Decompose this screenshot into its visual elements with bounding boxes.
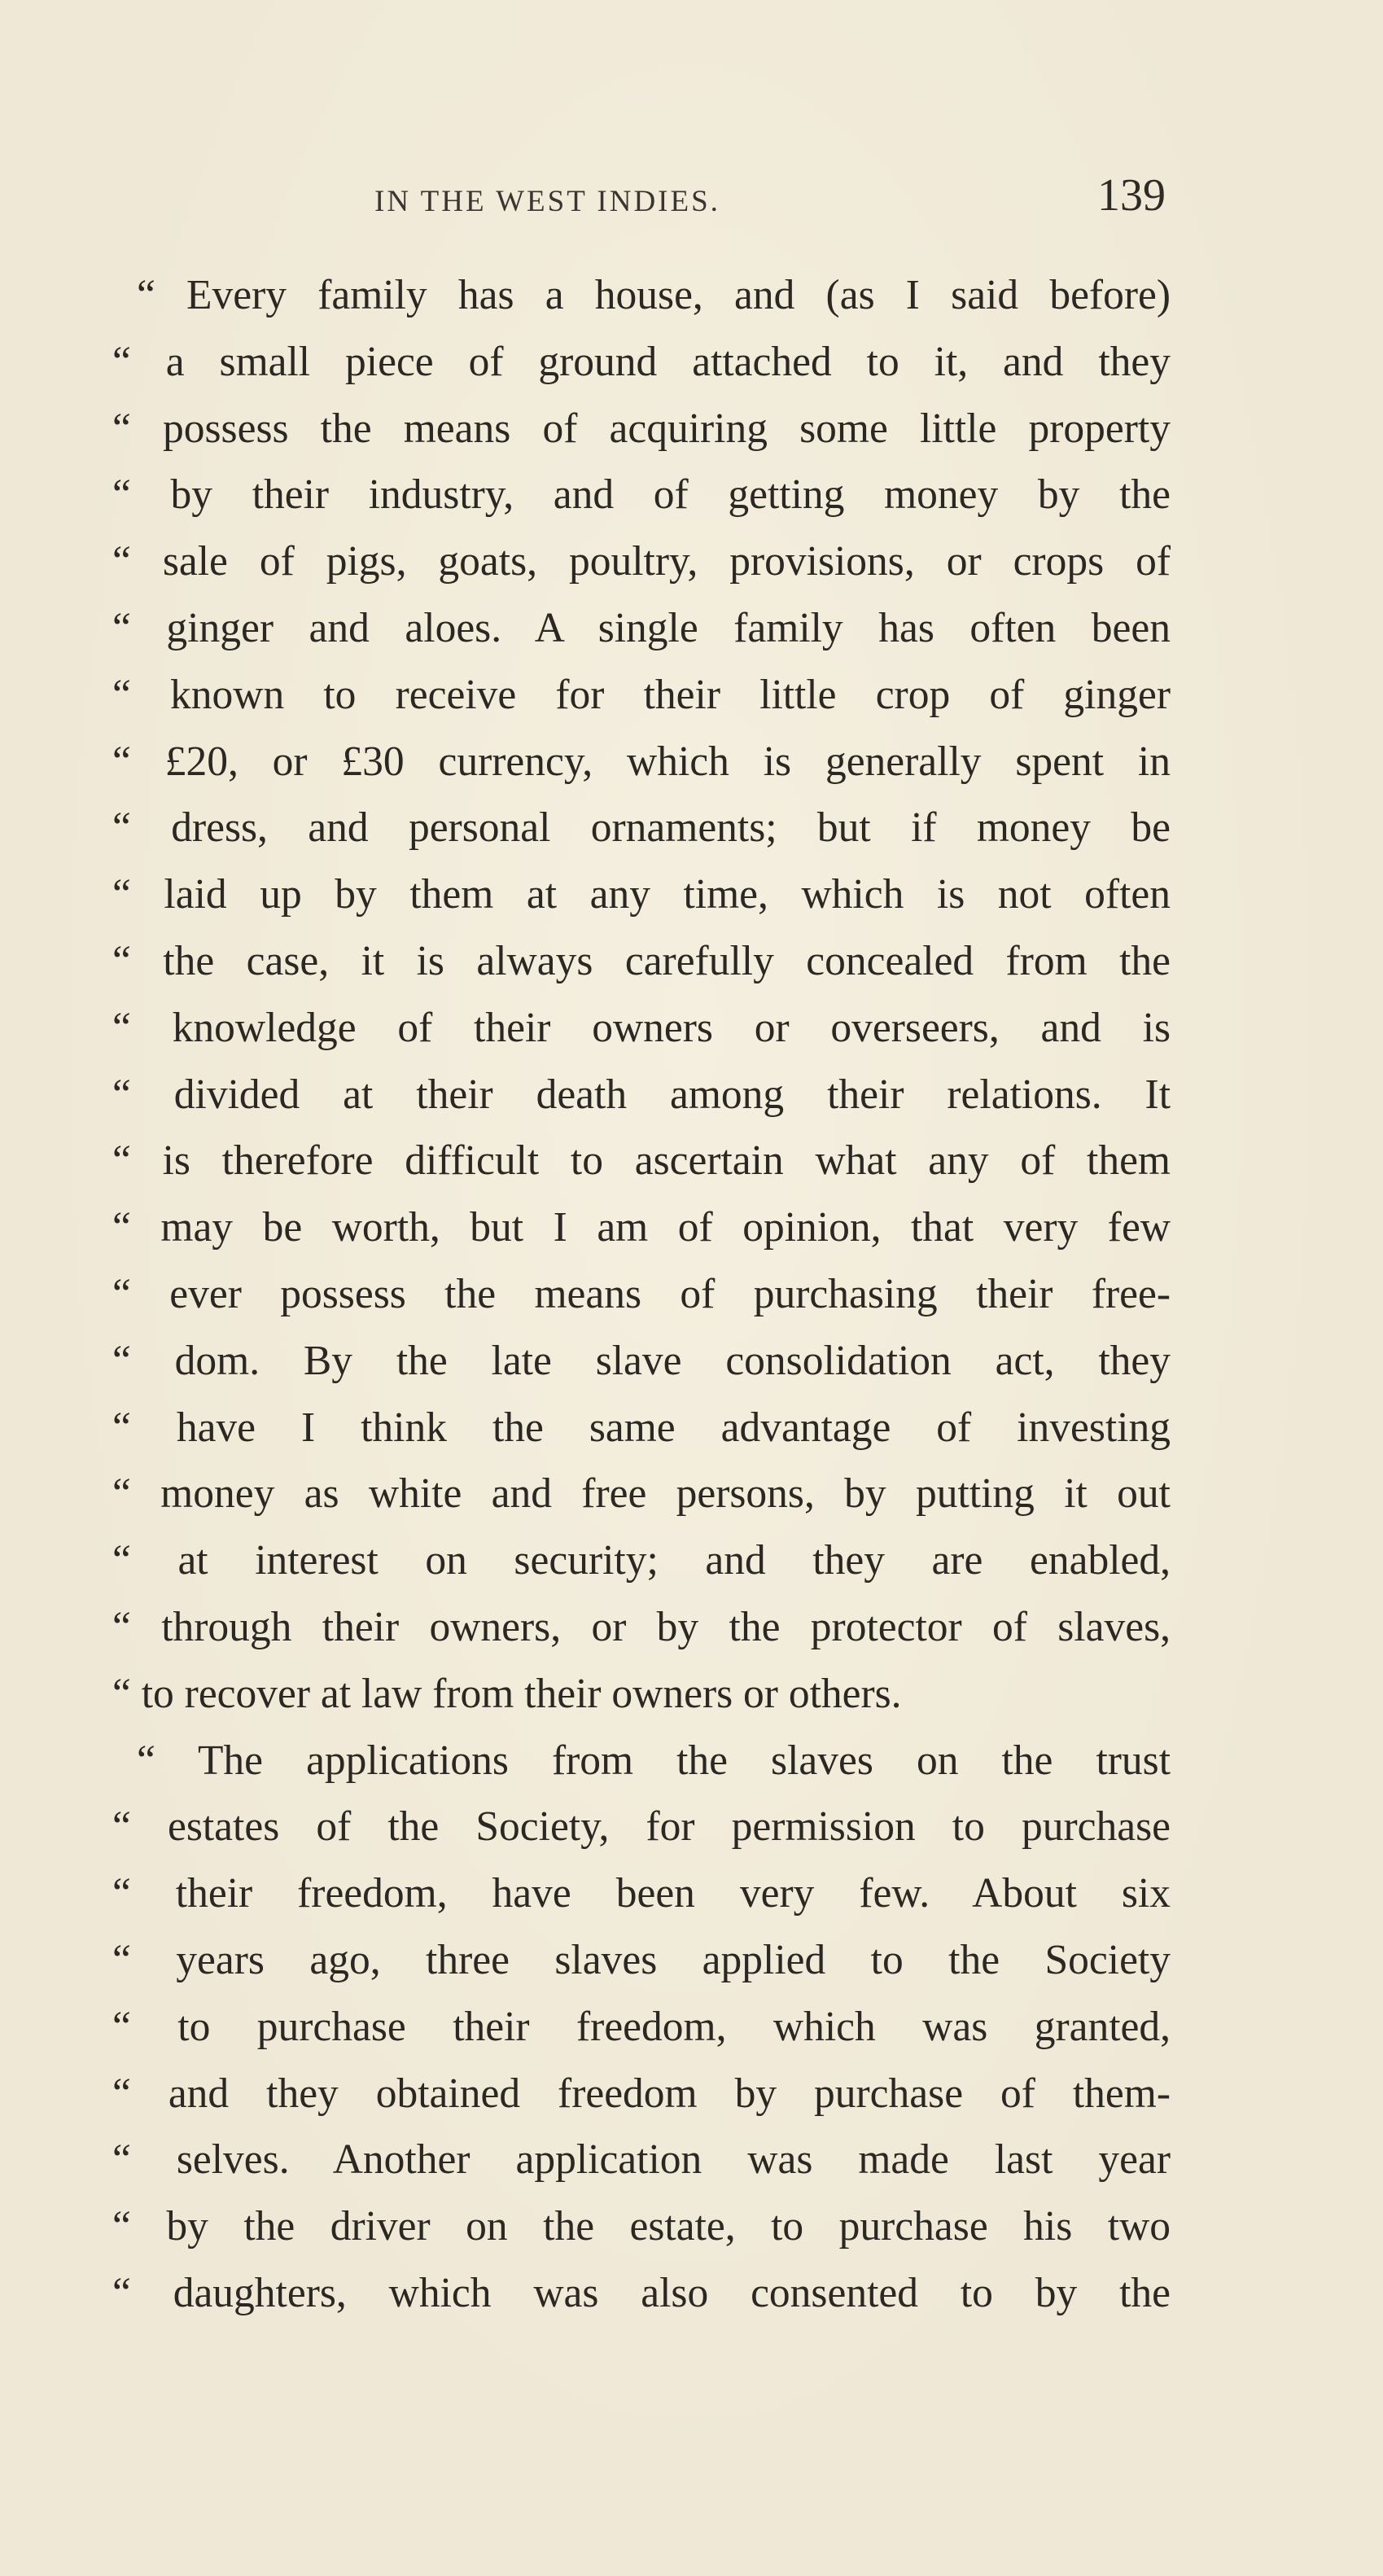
text-line: “ daughters, which was also consented to by the [112, 2269, 1171, 2316]
text-line: “ sale of pigs, goats, poultry, provisions, or crops of [112, 538, 1171, 585]
running-head-title: IN THE WEST INDIES. [374, 185, 720, 218]
body-text [112, 262, 1171, 2327]
text-line: “ £20, or £30 currency, which is generally spent in [112, 738, 1171, 785]
text-line: “ The applications from the slaves on the trust [137, 1737, 1171, 1784]
text-line: “ Every family has a house, and (as I said before) [137, 272, 1171, 318]
text-line: “ estates of the Society, for permission to purchase [112, 1803, 1171, 1851]
text-line: “ dress, and personal ornaments; but if money be [112, 804, 1171, 852]
text-line: “ at interest on security; and they are enabled, [112, 1537, 1171, 1584]
page-number: 139 [1097, 170, 1166, 221]
text-line: “ possess the means of acquiring some little property [112, 405, 1171, 452]
text-line: “ and they obtained freedom by purchase of them- [112, 2070, 1171, 2117]
text-line: “ money as white and free persons, by putting it out [112, 1470, 1171, 1518]
text-line: “ the case, it is always carefully concealed from the [112, 937, 1171, 984]
text-line: “ to purchase their freedom, which was granted, [112, 2003, 1171, 2050]
text-line: “ is therefore difficult to ascertain what any of them [112, 1137, 1171, 1185]
text-line: “ have I think the same advantage of investing [112, 1404, 1171, 1451]
text-line: “ through their owners, or by the protector of slaves, [112, 1603, 1171, 1650]
text-line: “ by their industry, and of getting money by the [112, 471, 1171, 519]
text-line: “ dom. By the late slave consolidation act, they [112, 1337, 1171, 1384]
text-line: “ divided at their death among their relations. It [112, 1071, 1171, 1118]
text-line: “ their freedom, have been very few. About six [112, 1870, 1171, 1917]
text-line: “ known to receive for their little crop of ginger [112, 671, 1171, 718]
text-line: “ ginger and aloes. A single family has often been [112, 604, 1171, 651]
text-line: “ to recover at law from their owners or others. [112, 1670, 902, 1717]
text-line: “ ever possess the means of purchasing their free- [112, 1270, 1171, 1317]
text-line: “ years ago, three slaves applied to the Society [112, 1936, 1171, 1983]
text-line: “ may be worth, but I am of opinion, that very few [112, 1204, 1171, 1251]
text-line: “ knowledge of their owners or overseers, and is [112, 1004, 1171, 1051]
text-line: “ by the driver on the estate, to purchase his two [112, 2203, 1171, 2250]
text-line: “ a small piece of ground attached to it, and they [112, 338, 1171, 385]
text-line: “ selves. Another application was made last year [112, 2136, 1171, 2184]
text-line: “ laid up by them at any time, which is not often [112, 871, 1171, 918]
running-head [0, 169, 1383, 226]
